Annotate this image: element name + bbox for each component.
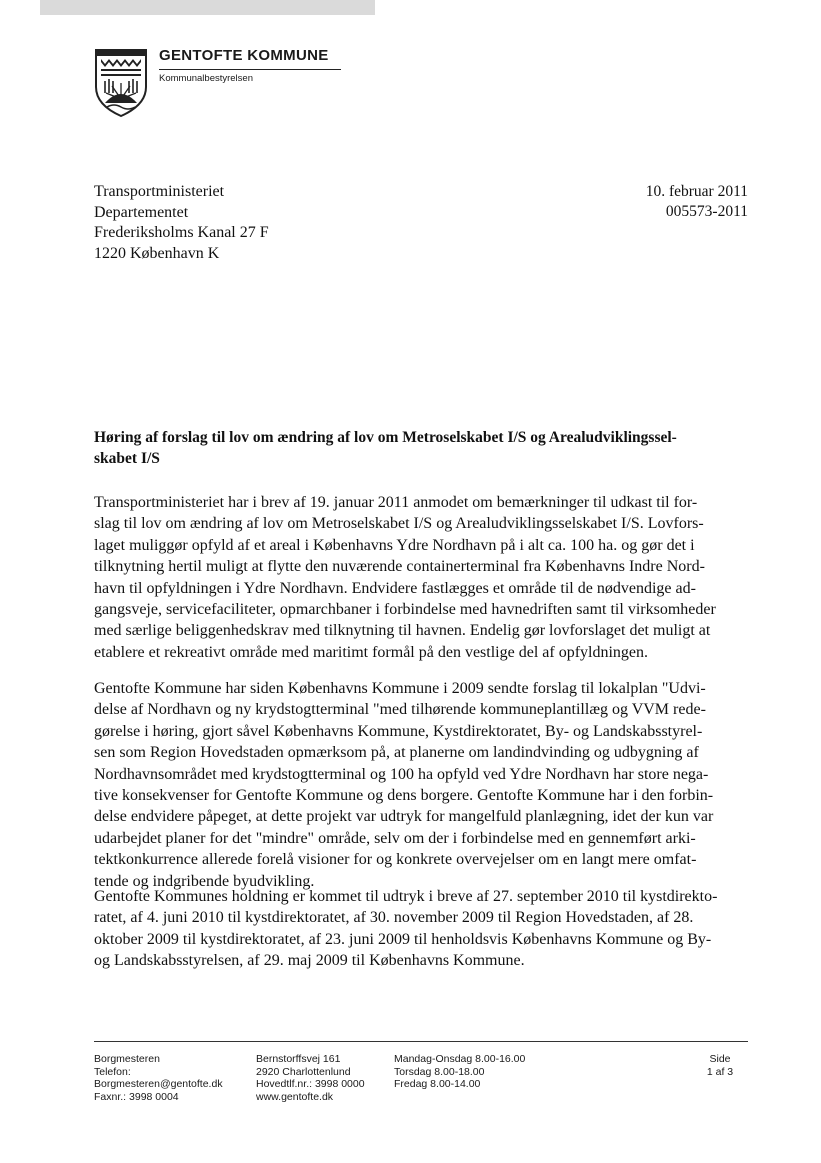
footer-contact-column	[94, 1053, 223, 1103]
body-line: delse af Nordhavn og ny krydstogtterminal "med tilhørende kommuneplantillæg og VVM rede-	[94, 701, 706, 719]
body-line: Nordhavnsområdet med krydstogtterminal og 100 ha opfyld ved Ydre Nordhavn har store nega-	[94, 765, 709, 783]
body-line: og Landskabsstyrelsen, af 29. maj 2009 til Københavns Kommune.	[94, 952, 525, 970]
footer-website: www.gentofte.dk	[256, 1090, 334, 1103]
body-line: ratet, af 4. juni 2010 til kystdirektoratet, af 30. november 2009 til Region Hovedstaden, af 28.	[94, 909, 694, 927]
subject-line: Høring af forslag til lov om ændring af lov om Metroselskabet I/S og Arealudviklingssel-	[94, 429, 677, 446]
recipient-line: 1220 København K	[94, 244, 220, 262]
body-line: tektkonkurrence allerede forelå visioner for og konkrete overvejelser om en langt mere omfat-	[94, 851, 697, 869]
body-line: havn til opfyldningen i Ydre Nordhavn. Endvidere fastlægges et område til de nødvendige ad-	[94, 579, 696, 597]
org-name: GENTOFTE KOMMUNE	[159, 47, 329, 64]
municipal-crest-icon	[93, 47, 149, 118]
footer-line: Faxnr.: 3998 0004	[94, 1090, 179, 1103]
body-line: udarbejdet planer for det "mindre" område, selv om der i forbindelse med en gennemført arki-	[94, 829, 696, 847]
body-line: Gentofte Kommunes holdning er kommet til udtryk i breve af 27. september 2010 til kystdirekto-	[94, 888, 718, 905]
subject-line: skabet I/S	[94, 449, 160, 467]
footer-line: Borgmesteren	[94, 1053, 160, 1065]
footer-line: Telefon:	[94, 1065, 131, 1078]
footer-divider	[94, 1041, 748, 1042]
body-line: etablere et rekreativt område med maritimt formål på den vestlige del af opfyldningen.	[94, 643, 649, 661]
recipient-line: Transportministeriet	[94, 183, 225, 200]
scan-margin-bar	[40, 0, 375, 15]
footer-email: Borgmesteren@gentofte.dk	[94, 1078, 223, 1090]
body-line: med særlige beliggenhedskrav med tilknytning til havnen. Endelig gør lovforslaget det muligt at	[94, 622, 711, 640]
page-number: 1 af 3	[706, 1065, 734, 1078]
page-label: Side	[709, 1053, 731, 1065]
recipient-line: Departementet	[94, 203, 189, 221]
letter-subject	[94, 428, 749, 469]
org-subtitle: Kommunalbestyrelsen	[159, 73, 253, 84]
body-paragraph-1	[94, 492, 754, 663]
body-line: tilknytning hertil muligt at flytte den nuværende containerterminal fra Københavns Indre Nord-	[94, 558, 705, 576]
letter-reference: 005573-2011	[665, 203, 748, 220]
body-line: gangsveje, servicefaciliteter, opmarchbaner i forbindelse med havnedriften samt til virksomheder	[94, 601, 716, 619]
letter-date: 10. februar 2011	[645, 183, 748, 200]
body-line: Transportministeriet har i brev af 19. januar 2011 anmodet om bemærkninger til udkast til for-	[94, 494, 698, 511]
org-name-rule	[159, 69, 341, 70]
recipient-line: Frederiksholms Kanal 27 F	[94, 224, 269, 241]
body-line: sen som Region Hovedstaden opmærksom på, at planerne om landindvinding og udbygning af	[94, 744, 699, 762]
footer-page-column	[700, 1053, 740, 1078]
body-line: oktober 2009 til kystdirektoratet, af 23. juni 2009 til henholdsvis Københavns Kommune og By-	[94, 930, 712, 948]
footer-line: Fredag 8.00-14.00	[394, 1078, 481, 1090]
body-line: gørelse i høring, gjort såvel Københavns Kommune, Kystdirektoratet, By- og Landskabsstyrel-	[94, 722, 703, 740]
body-line: slag til lov om ændring af lov om Metroselskabet I/S og Arealudviklingsselskabet I/S. Lovfors-	[94, 515, 704, 533]
body-paragraph-2	[94, 678, 754, 892]
body-line: laget muliggør opfyld af et areal i Københavns Ydre Nordhavn på i alt ca. 100 ha. og gør det i	[94, 536, 695, 554]
footer-line: Hovedtlf.nr.: 3998 0000	[256, 1078, 365, 1090]
footer-line: Torsdag 8.00-18.00	[394, 1065, 485, 1078]
footer-hours-column	[394, 1053, 525, 1091]
footer-line: Mandag-Onsdag 8.00-16.00	[394, 1053, 526, 1065]
letter-meta	[646, 182, 748, 222]
body-paragraph-3	[94, 886, 754, 972]
body-line: Gentofte Kommune har siden Københavns Kommune i 2009 sendte forslag til lokalplan "Udvi-	[94, 680, 706, 697]
body-line: tende og indgribende byudvikling.	[94, 872, 315, 890]
footer-line: 2920 Charlottenlund	[256, 1065, 351, 1078]
footer-address-column	[256, 1053, 365, 1103]
body-line: tive konsekvenser for Gentofte Kommune og dens borgere. Gentofte Kommune har i den forbin-	[94, 787, 714, 805]
body-line: delse endvidere påpeget, at dette projekt var udtryk for mangelfuld planlægning, idet der kun var	[94, 808, 714, 826]
recipient-address	[94, 182, 269, 264]
footer-line: Bernstorffsvej 161	[256, 1053, 341, 1065]
